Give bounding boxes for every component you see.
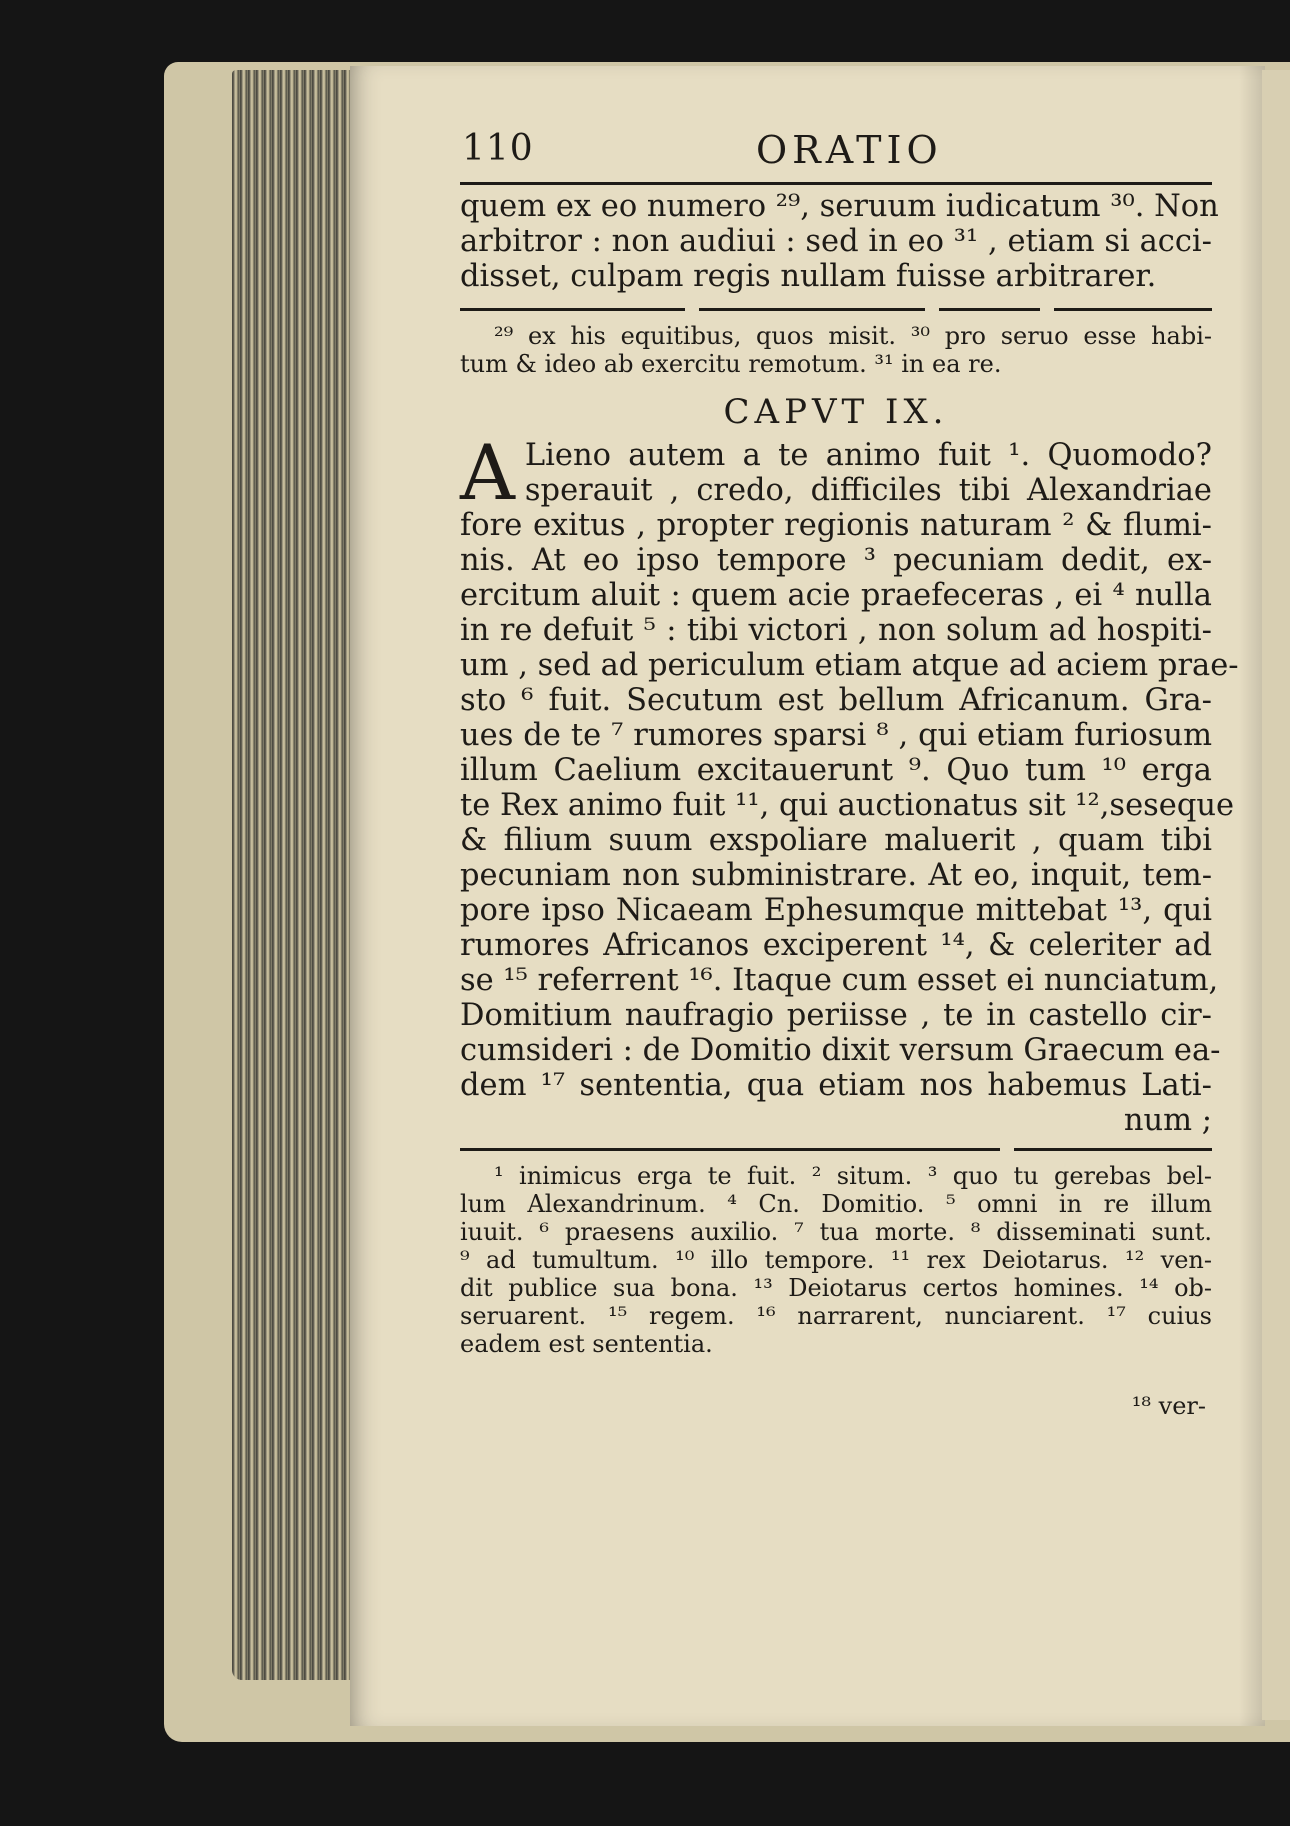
text-line: se ¹⁵ referrent ¹⁶. Itaque cum esset ei nunciatum, (460, 963, 1219, 998)
text-line: & filium suum exspoliare maluerit , quam tibi (460, 823, 1212, 858)
text-line: pecuniam non subministrare. At eo, inquit, tem- (460, 858, 1212, 893)
drop-cap: A (460, 428, 515, 517)
page-content (460, 120, 1239, 1420)
page-header (460, 120, 1212, 182)
note-line: ⁹ ad tumultum. ¹⁰ illo tempore. ¹¹ rex Deiotarus. ¹² ven- (460, 1246, 1212, 1274)
text-line: um , sed ad periculum etiam atque ad aciem prae- (460, 648, 1239, 683)
note-line: ²⁹ ex his equitibus, quos misit. ³⁰ pro seruo esse habi- (494, 322, 1212, 350)
note-line: tum & ideo ab exercitu remotum. ³¹ in ea re. (460, 350, 1002, 378)
text-line: ercitum aluit : quem acie praefeceras , ei ⁴ nulla (460, 578, 1212, 613)
text-line: dem ¹⁷ sententia, qua etiam nos habemus Lati- (460, 1068, 1212, 1103)
text-line: pore ipso Nicaeam Ephesumque mittebat ¹³, qui (460, 893, 1212, 928)
text-line: arbitror : non audiui : sed in eo ³¹ , etiam si acci- (460, 224, 1212, 259)
text-line: te Rex animo fuit ¹¹, qui auctionatus sit ¹²,seseque (460, 788, 1235, 823)
text-line: nis. At eo ipso tempore ³ pecuniam dedit, ex- (460, 543, 1212, 578)
text-line: num ; (1123, 1103, 1212, 1138)
note-line: iuuit. ⁶ praesens auxilio. ⁷ tua morte. ⁸ disseminati sunt. (460, 1218, 1212, 1246)
page-number: 110 (462, 128, 534, 169)
note-line: seruarent. ¹⁵ regem. ¹⁶ narrarent, nunciarent. ¹⁷ cuius (460, 1302, 1212, 1330)
note-line: eadem est sententia. (460, 1330, 713, 1358)
text-line: Lieno autem a te animo fuit ¹. Quomodo? (524, 438, 1212, 473)
chapter-title: CAPVT IX. (723, 392, 949, 432)
text-line: ues de te ⁷ rumores sparsi ⁸ , qui etiam furiosum (460, 718, 1212, 753)
chapter-text (460, 428, 1239, 1138)
catchword: ¹⁸ ver- (1131, 1392, 1206, 1420)
text-line: cumsideri : de Domitio dixit versum Graecum ea- (460, 1033, 1221, 1068)
text-line: disset, culpam regis nullam fuisse arbitrarer. (460, 259, 1157, 294)
header-rule (460, 182, 1212, 185)
facing-page-edge (1262, 70, 1290, 1720)
note-line: dit publice sua bona. ¹³ Deiotarus certos homines. ¹⁴ ob- (460, 1274, 1212, 1302)
note-line: lum Alexandrinum. ⁴ Cn. Domitio. ⁵ omni in re illum (460, 1190, 1212, 1218)
text-line: illum Caelium excitauerunt ⁹. Quo tum ¹⁰ erga (460, 753, 1212, 788)
footnotes (460, 1162, 1212, 1358)
note-line: ¹ inimicus erga te fuit. ² situm. ³ quo tu gerebas bel- (494, 1162, 1212, 1190)
text-line: rumores Africanos exciperent ¹⁴, & celeriter ad (460, 928, 1212, 963)
text-line: quem ex eo numero ²⁹, seruum iudicatum ³⁰. Non (460, 189, 1219, 224)
text-line: in re defuit ⁵ : tibi victori , non solum ad hospiti- (460, 613, 1212, 648)
page-edges (232, 70, 350, 1680)
text-line: sto ⁶ fuit. Secutum est bellum Africanum. Gra- (460, 683, 1212, 718)
text-line: sperauit , credo, difficiles tibi Alexandriae (524, 473, 1212, 508)
text-line: fore exitus , propter regionis naturam ² & flumi- (460, 508, 1212, 543)
running-head: ORATIO (756, 128, 943, 172)
text-line: Domitium naufragio periisse , te in castello cir- (460, 998, 1212, 1033)
top-text-block (460, 189, 1219, 294)
top-notes (460, 322, 1212, 378)
